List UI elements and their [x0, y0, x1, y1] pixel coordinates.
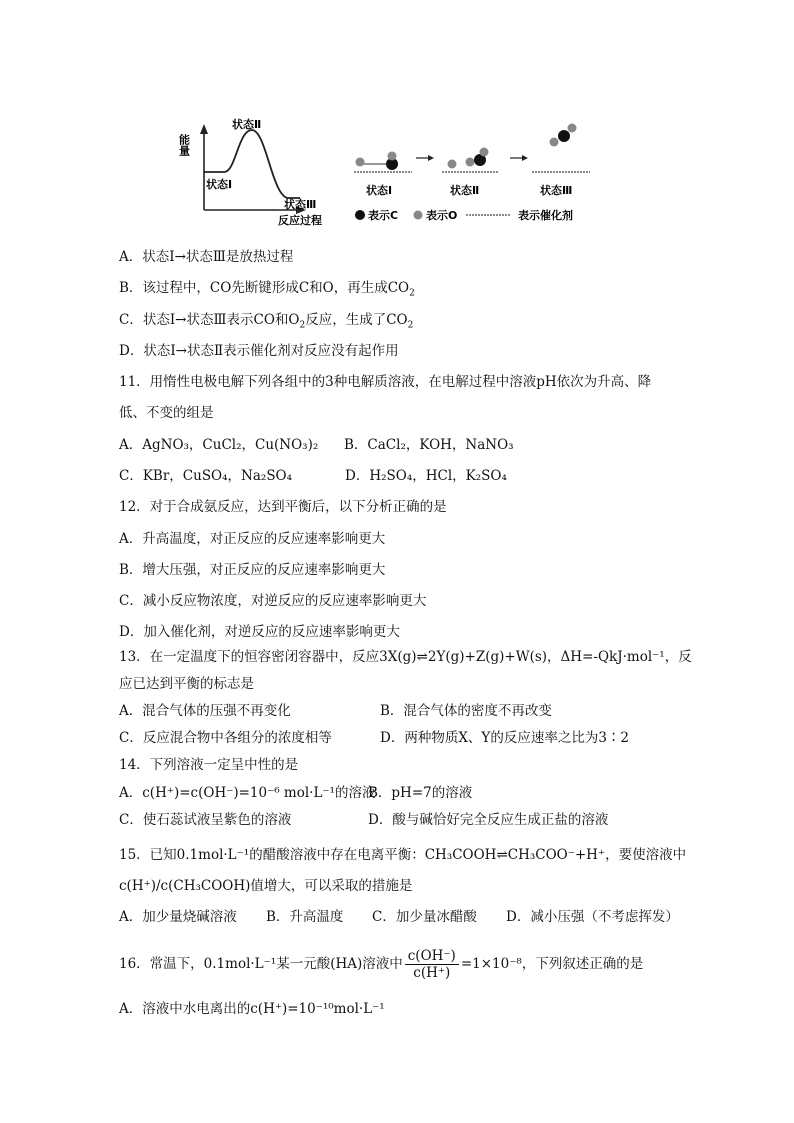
q11-option-a: A．AgNO₃，CuCl₂，Cu(NO₃)₂ [119, 437, 319, 453]
curve-state-3: 状态Ⅲ [284, 198, 317, 211]
molecule-state-2: 状态Ⅱ [450, 184, 480, 197]
molecule-diagram [354, 124, 590, 223]
q11-stem-1: 11．用惰性电极电解下列各组中的3种电解质溶液，在电解过程中溶液pH依次为升高、降 [119, 374, 652, 390]
q16-fraction: $\frac{c(OH^-)}{c(H^+)}$ [405, 948, 459, 981]
q10-option-a: A．状态Ⅰ→状态Ⅲ是放热过程 [119, 249, 294, 265]
q13-stem-2: 应已达到平衡的标志是 [119, 676, 254, 692]
curve-state-2: 状态Ⅱ [232, 118, 262, 131]
q12-option-a: A．升高温度，对正反应的反应速率影响更大 [119, 531, 386, 547]
q15-option-c: C．加少量冰醋酸 [372, 909, 477, 925]
molecule-state-1: 状态Ⅰ [366, 184, 393, 197]
q10-option-c: C．状态Ⅰ→状态Ⅲ表示CO和$O_2$反应，生成了$CO_2$ [119, 312, 414, 331]
q13-option-b: B．混合气体的密度不再改变 [380, 703, 552, 719]
energy-diagram [178, 117, 323, 227]
q15-option-d: D．减小压强（不考虑挥发） [506, 909, 679, 925]
molecule-state-3: 状态Ⅲ [540, 184, 573, 197]
q10-option-b: B．该过程中，CO先断键形成C和O，再生成$CO_2$ [119, 280, 415, 299]
q15-stem-2: c(H⁺)/c(CH₃COOH)值增大，可以采取的措施是 [119, 878, 413, 894]
q14-stem: 14．下列溶液一定呈中性的是 [119, 757, 299, 773]
curve-state-1: 状态Ⅰ [206, 178, 233, 191]
energy-axis-label: 能量 [177, 134, 191, 156]
q16-stem: 16．常温下，0.1mol·L⁻¹某一元酸(HA)溶液中 $\frac{c(OH^-)}{c(H^+)}$ =1×10⁻⁸，下列叙述正确的是 [119, 948, 644, 981]
q14-option-d: D．酸与碱恰好完全反应生成正盐的溶液 [368, 812, 609, 828]
legend-o: 表示O [426, 209, 458, 222]
legend-c: 表示C [368, 209, 399, 222]
q13-option-d: D．两种物质X、Y的反应速率之比为3∶2 [380, 730, 630, 746]
reaction-figure [177, 112, 600, 232]
legend-catalyst: 表示催化剂 [518, 209, 573, 222]
legend-c-dot [355, 210, 365, 220]
q14-option-b: B．pH=7的溶液 [368, 785, 473, 801]
legend-o-dot [414, 211, 423, 220]
q15-stem-1: 15．已知0.1mol·L⁻¹的醋酸溶液中存在电离平衡：CH₃COOH⇌CH₃COO⁻+H⁺，要使溶液中 [119, 847, 687, 863]
q15-option-a: A．加少量烧碱溶液 [119, 909, 237, 925]
q16-option-a: A．溶液中水电离出的c(H⁺)=10⁻¹⁰mol·L⁻¹ [119, 1001, 385, 1017]
q12-option-b: B．增大压强，对正反应的反应速率影响更大 [119, 562, 386, 578]
q13-stem-1: 13．在一定温度下的恒容密闭容器中，反应3X(g)⇌2Y(g)+Z(g)+W(s)，ΔH=-QkJ·mol⁻¹，反 [119, 649, 692, 665]
q11-option-b: B．CaCl₂，KOH，NaNO₃ [344, 437, 514, 453]
q12-stem: 12．对于合成氨反应，达到平衡后，以下分析正确的是 [119, 499, 447, 515]
q14-option-c: C．使石蕊试液呈紫色的溶液 [119, 812, 292, 828]
q10-option-d: D．状态Ⅰ→状态Ⅱ表示催化剂对反应没有起作用 [119, 343, 399, 359]
q13-option-c: C．反应混合物中各组分的浓度相等 [119, 730, 332, 746]
q11-option-d: D．H₂SO₄，HCl，K₂SO₄ [345, 468, 507, 484]
q15-option-b: B．升高温度 [266, 909, 344, 925]
q14-option-a: A．c(H⁺)=c(OH⁻)=10⁻⁶ mol·L⁻¹的溶液 [119, 785, 376, 801]
q12-option-d: D．加入催化剂，对逆反应的反应速率影响更大 [119, 624, 400, 640]
q11-option-c: C．KBr，CuSO₄，Na₂SO₄ [119, 468, 293, 484]
reaction-axis-label: 反应过程 [278, 214, 322, 227]
q12-option-c: C．减小反应物浓度，对逆反应的反应速率影响更大 [119, 593, 427, 609]
q11-stem-2: 低、不变的组是 [119, 405, 214, 421]
q13-option-a: A．混合气体的压强不再变化 [119, 703, 291, 719]
